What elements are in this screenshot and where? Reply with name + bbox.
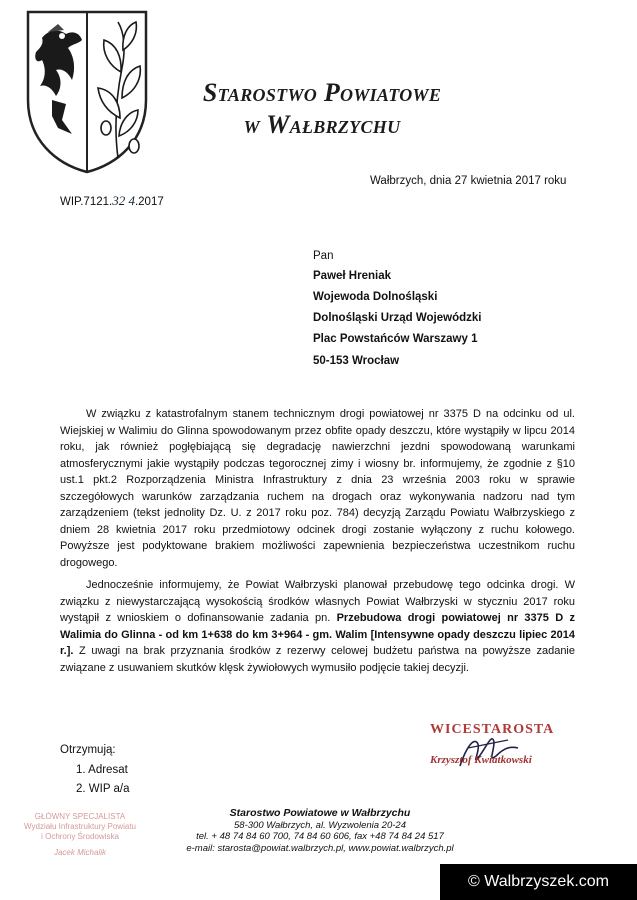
addressee-line: Paweł Hreniak [313,270,391,282]
recipient-item: 2. WIP a/a [76,783,130,795]
body-paragraph-2-tail: Z uwagi na brak przyznania środków z rezerwy celowej budżetu państwa na powyższe zadanie związane z usuwaniem skutków klęsk żywiołowych wymusiło podjęcie takiej decyzji. [60,645,575,674]
body-paragraph-1: W związku z katastrofalnym stanem technicznym drogi powiatowej nr 3375 D na odcinku od ul. Wiejskiej w Walimiu do Glinna spowodowanym przez obfite opady deszczu, które wystąpiły w lipcu 2014 roku, jak również pogłębiającą się degradację nawierzchni jezdni spowodowaną warunkami atmosferycznymi jakie wystąpiły podczas tegorocznej zimy i wiosny br. informujemy, że zgodnie z §10 ust.1 pkt.2 Rozporządzenia Ministra Infrastruktury z dnia 23 września 2003 roku w sprawie szczegółowych warunków zarządzania ruchem na drogach oraz wykonywania nadzoru nad tym zarządzeniem (tekst jednolity Dz. U. z 2017 roku poz. 784) decyzją Zarządu Powiatu Wałbrzyskiego z dniem 28 kwietnia 2017 roku przedmiotowy odcinek drogi zostanie wyłączony z ruchu kołowego. Powyższe jest podyktowane brakiem możliwości zapewnienia bezpieczeństwa uczestnikom ruchu drogowego. [60,408,575,569]
spec-line: GŁÓWNY SPECJALISTA [34,812,126,821]
body-paragraph-2 [60,577,575,676]
body-paragraph-2-text: Jednocześnie informujemy, że Powiat Wałbrzyski planował przebudowę tego odcinka drogi. W związku z niewystarczającą wysokością środków własnych Powiat Wałbrzyski w styczniu 2017 roku wystąpił z wnioskiem o dofinansowanie zadania pn. [60,579,575,624]
footer-title: Starostwo Powiatowe w Wałbrzychu [229,807,411,819]
org-name-line2: w Wałbrzychu [243,110,401,139]
addressee-line: Plac Powstańców Warszawy 1 [313,333,478,345]
place-date: Wałbrzych, dnia 27 kwietnia 2017 roku [370,175,567,187]
footer-address: 58-300 Wałbrzych, al. Wyzwolenia 20-24 [234,819,406,831]
reference-suffix: .2017 [134,196,164,208]
addressee-line: Wojewoda Dolnośląski [313,291,438,303]
letter-body [60,406,575,676]
footer-contact: e-mail: starosta@powiat.walbrzych.pl, www.powiat.walbrzych.pl [186,842,454,854]
letter-footer [170,808,470,854]
org-name-line1: Starostwo Powiatowe [202,78,442,107]
specialist-stamp [5,812,155,872]
coat-of-arms-crest [22,8,152,176]
project-title: Przebudowa drogi powiatowej nr 3375 D z Walimia do Glinna - od km 1+638 do km 3+964 - gm. Walim [Intensywne opady deszczu lipiec 2014 r.]. [60,612,575,657]
spec-line: i Ochrony Środowiska [41,832,119,841]
recipients-title: Otrzymują: [60,744,116,756]
reference-handwritten: 32 4 [112,193,135,208]
reference-number [60,193,164,209]
addressee-line: Dolnośląski Urząd Wojewódzki [313,312,482,324]
vice-starost-stamp [408,718,588,778]
footer-phones: tel. + 48 74 84 60 700, 74 84 60 606, fax +48 74 84 24 517 [196,831,444,842]
reference-prefix: WIP.7121. [60,196,113,208]
spec-line: Wydziału Infrastruktury Powiatu [24,822,136,831]
vice-title: WICESTAROSTA [430,722,555,737]
recipient-item: 1. Adresat [76,764,128,776]
watermark: © Walbrzyszek.com [440,864,637,900]
addressee-line: Pan [313,250,334,262]
vice-name: Krzysztof Kwiatkowski [430,754,532,766]
spec-name: Jacek Michalik [53,848,106,857]
addressee-line: 50-153 Wrocław [313,355,400,367]
